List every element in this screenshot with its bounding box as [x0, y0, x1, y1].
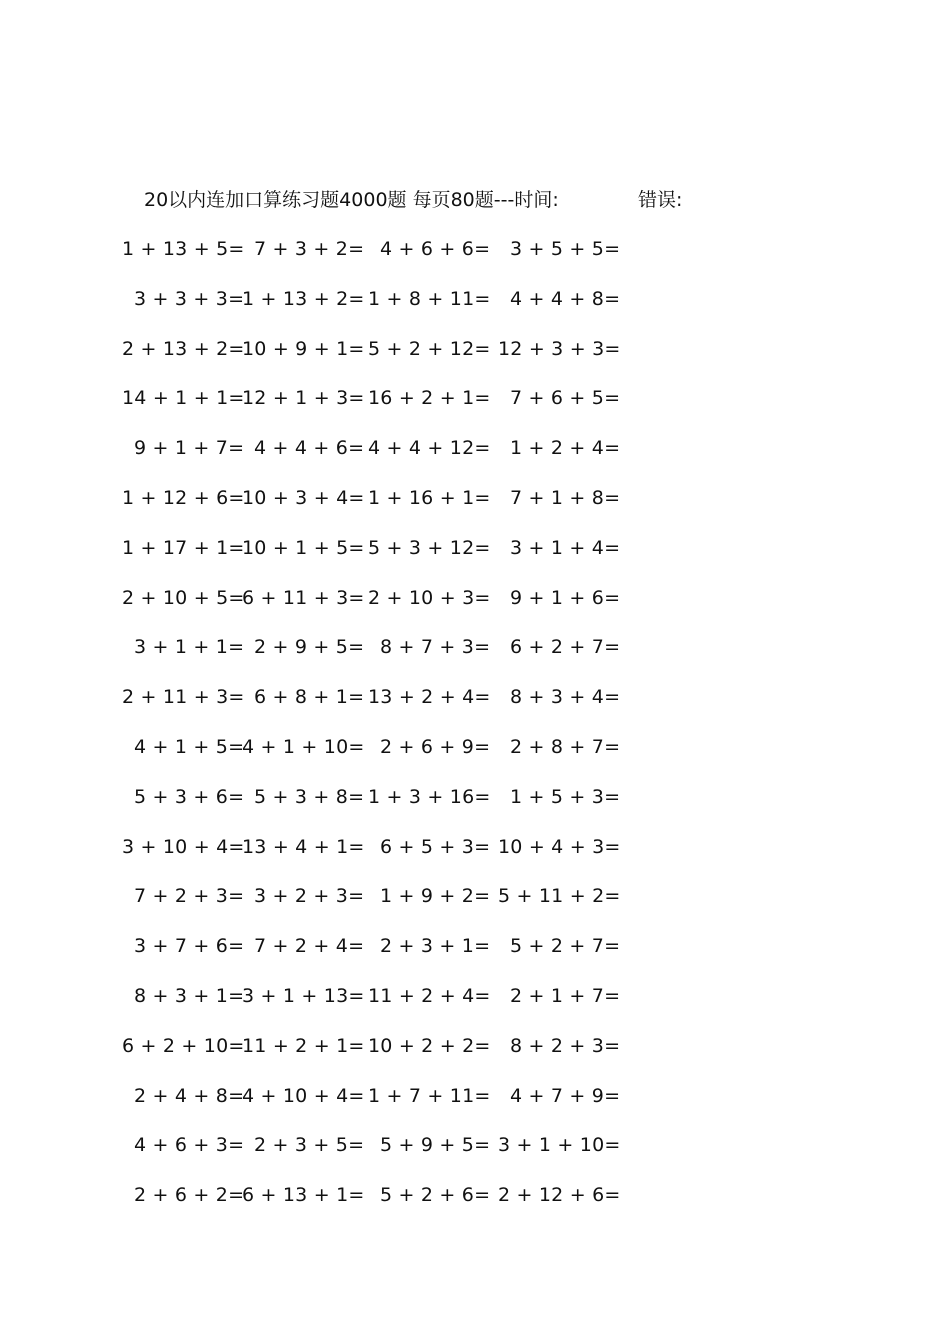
problem-r5-c1: 9 + 1 + 7= [134, 437, 245, 459]
problem-r7-c4: 3 + 1 + 4= [510, 537, 621, 559]
problem-r1-c1: 1 + 13 + 5= [122, 238, 245, 260]
problem-r15-c3: 2 + 3 + 1= [380, 935, 491, 957]
problem-r7-c1: 1 + 17 + 1= [122, 537, 245, 559]
problem-r2-c1: 3 + 3 + 3= [134, 288, 245, 310]
problem-r5-c4: 1 + 2 + 4= [510, 437, 621, 459]
problem-r6-c3: 1 + 16 + 1= [368, 487, 491, 509]
problem-r7-c3: 5 + 3 + 12= [368, 537, 491, 559]
problem-r2-c3: 1 + 8 + 11= [368, 288, 491, 310]
problem-r9-c3: 8 + 7 + 3= [380, 636, 491, 658]
problem-r12-c1: 5 + 3 + 6= [134, 786, 245, 808]
problem-r12-c2: 5 + 3 + 8= [254, 786, 365, 808]
problem-r3-c3: 5 + 2 + 12= [368, 338, 491, 360]
problem-r18-c1: 2 + 4 + 8= [134, 1085, 245, 1107]
problem-r1-c2: 7 + 3 + 2= [254, 238, 365, 260]
problem-r14-c2: 3 + 2 + 3= [254, 885, 365, 907]
problem-r17-c2: 11 + 2 + 1= [242, 1035, 365, 1057]
problem-r3-c2: 10 + 9 + 1= [242, 338, 365, 360]
problem-r16-c1: 8 + 3 + 1= [134, 985, 245, 1007]
problem-r11-c4: 2 + 8 + 7= [510, 736, 621, 758]
problem-r10-c1: 2 + 11 + 3= [122, 686, 245, 708]
problem-r19-c1: 4 + 6 + 3= [134, 1134, 245, 1156]
problem-r20-c1: 2 + 6 + 2= [134, 1184, 245, 1206]
worksheet-title: 20以内连加口算练习题4000题 每页80题---时间: [144, 189, 559, 211]
problem-r18-c3: 1 + 7 + 11= [368, 1085, 491, 1107]
problem-r8-c1: 2 + 10 + 5= [122, 587, 245, 609]
problem-r18-c4: 4 + 7 + 9= [510, 1085, 621, 1107]
problem-r9-c4: 6 + 2 + 7= [510, 636, 621, 658]
problem-r11-c2: 4 + 1 + 10= [242, 736, 365, 758]
problem-r5-c2: 4 + 4 + 6= [254, 437, 365, 459]
problem-r20-c2: 6 + 13 + 1= [242, 1184, 365, 1206]
problem-r9-c1: 3 + 1 + 1= [134, 636, 245, 658]
problem-r13-c3: 6 + 5 + 3= [380, 836, 491, 858]
problem-r5-c3: 4 + 4 + 12= [368, 437, 491, 459]
problem-r17-c4: 8 + 2 + 3= [510, 1035, 621, 1057]
problem-r20-c3: 5 + 2 + 6= [380, 1184, 491, 1206]
problem-r16-c2: 3 + 1 + 13= [242, 985, 365, 1007]
problem-r13-c4: 10 + 4 + 3= [498, 836, 621, 858]
problem-r15-c1: 3 + 7 + 6= [134, 935, 245, 957]
problem-r12-c3: 1 + 3 + 16= [368, 786, 491, 808]
problem-r8-c3: 2 + 10 + 3= [368, 587, 491, 609]
problem-r8-c4: 9 + 1 + 6= [510, 587, 621, 609]
problem-r11-c3: 2 + 6 + 9= [380, 736, 491, 758]
problem-r14-c4: 5 + 11 + 2= [498, 885, 621, 907]
problem-r13-c1: 3 + 10 + 4= [122, 836, 245, 858]
problem-r17-c3: 10 + 2 + 2= [368, 1035, 491, 1057]
problem-r10-c4: 8 + 3 + 4= [510, 686, 621, 708]
problem-r19-c4: 3 + 1 + 10= [498, 1134, 621, 1156]
problem-r20-c4: 2 + 12 + 6= [498, 1184, 621, 1206]
problem-r15-c2: 7 + 2 + 4= [254, 935, 365, 957]
problem-r8-c2: 6 + 11 + 3= [242, 587, 365, 609]
problem-r11-c1: 4 + 1 + 5= [134, 736, 245, 758]
problem-r16-c3: 11 + 2 + 4= [368, 985, 491, 1007]
problem-r14-c3: 1 + 9 + 2= [380, 885, 491, 907]
problem-r2-c2: 1 + 13 + 2= [242, 288, 365, 310]
problem-r6-c2: 10 + 3 + 4= [242, 487, 365, 509]
errors-label: 错误: [638, 189, 683, 211]
problem-r3-c1: 2 + 13 + 2= [122, 338, 245, 360]
problem-r18-c2: 4 + 10 + 4= [242, 1085, 365, 1107]
problem-r15-c4: 5 + 2 + 7= [510, 935, 621, 957]
problem-r10-c3: 13 + 2 + 4= [368, 686, 491, 708]
problem-r9-c2: 2 + 9 + 5= [254, 636, 365, 658]
problem-r12-c4: 1 + 5 + 3= [510, 786, 621, 808]
problem-r13-c2: 13 + 4 + 1= [242, 836, 365, 858]
problem-r4-c4: 7 + 6 + 5= [510, 387, 621, 409]
problem-r17-c1: 6 + 2 + 10= [122, 1035, 245, 1057]
problem-r4-c1: 14 + 1 + 1= [122, 387, 245, 409]
problem-r19-c2: 2 + 3 + 5= [254, 1134, 365, 1156]
problem-r6-c4: 7 + 1 + 8= [510, 487, 621, 509]
problem-r4-c3: 16 + 2 + 1= [368, 387, 491, 409]
problem-r1-c4: 3 + 5 + 5= [510, 238, 621, 260]
problem-r6-c1: 1 + 12 + 6= [122, 487, 245, 509]
problem-r10-c2: 6 + 8 + 1= [254, 686, 365, 708]
problem-r3-c4: 12 + 3 + 3= [498, 338, 621, 360]
problem-r19-c3: 5 + 9 + 5= [380, 1134, 491, 1156]
problem-r7-c2: 10 + 1 + 5= [242, 537, 365, 559]
problem-r2-c4: 4 + 4 + 8= [510, 288, 621, 310]
problem-r16-c4: 2 + 1 + 7= [510, 985, 621, 1007]
problem-r4-c2: 12 + 1 + 3= [242, 387, 365, 409]
problem-r14-c1: 7 + 2 + 3= [134, 885, 245, 907]
problem-r1-c3: 4 + 6 + 6= [380, 238, 491, 260]
